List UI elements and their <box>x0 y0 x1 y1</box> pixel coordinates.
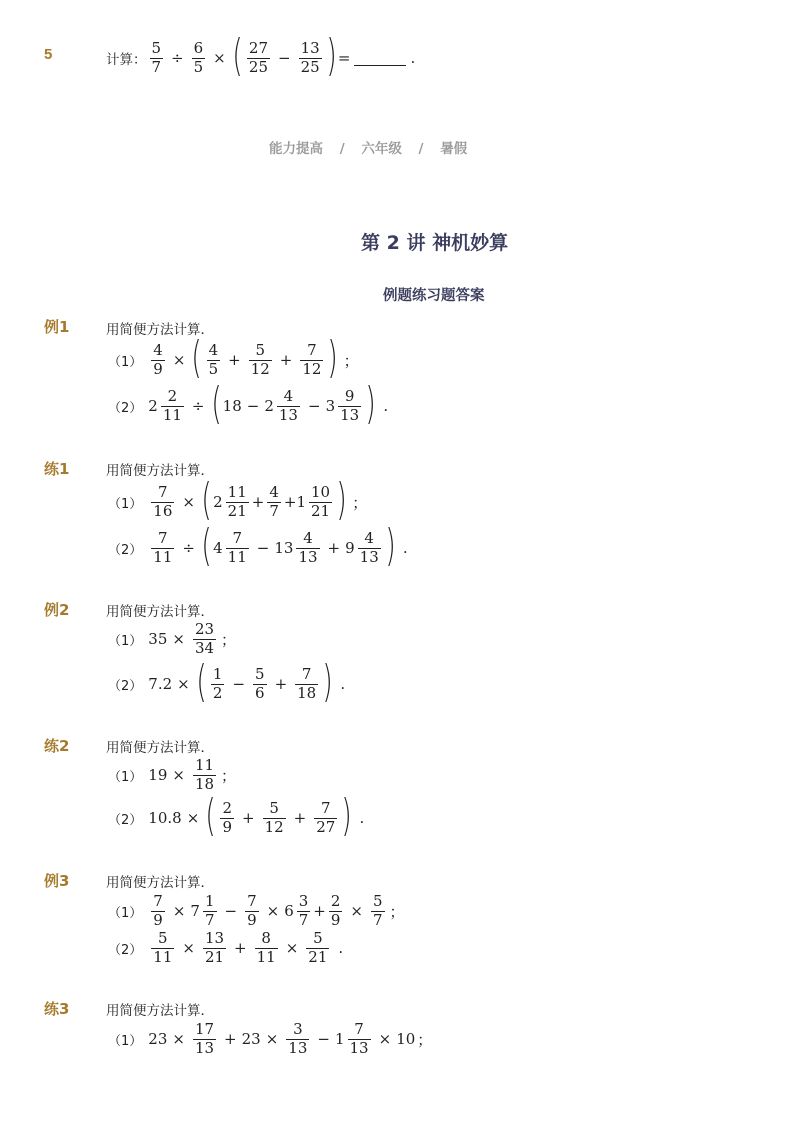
fraction: $\frac{5}{7}$ <box>151 38 162 76</box>
problem-instruction: 用简便方法计算． <box>106 740 214 756</box>
expression-lian1-1: （1） $\frac{7}{16}$ × ( 2 $\frac{11}{21}$ + $\frac{4}{7}$ +1 $\frac{10}{21}$ ) ； <box>108 474 368 525</box>
problem-tag: 练1 <box>44 460 70 478</box>
expression-li2-2: （2） 7.2 × ( $\frac{1}{2}$ − $\frac{5}{6}$ + $\frac{7}{18}$ ) . <box>108 656 346 707</box>
problem-instruction: 用简便方法计算． <box>106 1003 214 1019</box>
expression-li1-1: （1） $\frac{4}{9}$ × ( $\frac{4}{5}$ + $\frac{5}{12}$ + $\frac{7}{12}$ ) ； <box>108 332 359 383</box>
expression-li3-2: （2） $\frac{5}{11}$ × $\frac{13}{21}$ + $\frac{8}{11}$ × $\frac{5}{21}$ . <box>108 929 344 966</box>
expression-li2-1: （1） 35 × $\frac{23}{34}$ ； <box>108 620 237 657</box>
expression-lian3-1: （1） 23 × $\frac{17}{13}$ + 23 × $\frac{3}{13}$ − 1 $\frac{7}{13}$ × 10 ； <box>108 1020 433 1057</box>
problem-tag: 练2 <box>44 737 70 755</box>
problem-tag: 例2 <box>44 601 70 619</box>
breadcrumb: 能力提高 / 六年级 / 暑假 <box>269 141 468 157</box>
expression-lian2-2: （2） 10.8 × ( $\frac{2}{9}$ + $\frac{5}{12}$ + $\frac{7}{27}$ ) . <box>108 790 365 841</box>
fraction: $\frac{13}{25}$ <box>300 38 320 76</box>
lecture-title: 第 2 讲 神机妙算 <box>361 232 509 254</box>
problem-tag: 例3 <box>44 872 70 890</box>
question-number: 5 <box>44 46 53 63</box>
fraction: $\frac{6}{5}$ <box>193 38 204 76</box>
expression-lian2-1: （1） 19 × $\frac{11}{18}$ ； <box>108 756 237 793</box>
section-title: 例题练习题答案 <box>383 288 485 304</box>
question-5-lead: 计算： <box>106 52 147 68</box>
expression-li3-1: （1） $\frac{7}{9}$ × 7 $\frac{1}{7}$ − $\frac{7}{9}$ × 6 $\frac{3}{7}$ + $\frac{2}{9}$ × $\frac{5}{7}$ ； <box>108 892 405 929</box>
problem-tag: 练3 <box>44 1000 70 1018</box>
question-5-expression: 计算： $\frac{5}{7}$ ÷ $\frac{6}{5}$ × ( $\frac{27}{25}$ − $\frac{13}{25}$ ) = . <box>106 30 416 81</box>
problem-instruction: 用简便方法计算． <box>106 875 214 891</box>
expression-lian1-2: （2） $\frac{7}{11}$ ÷ ( 4 $\frac{7}{11}$ − 13 $\frac{4}{13}$ + 9 $\frac{4}{13}$ ) . <box>108 520 408 571</box>
problem-tag: 例1 <box>44 318 70 336</box>
problem-instruction: 用简便方法计算． <box>106 322 214 338</box>
problem-instruction: 用简便方法计算． <box>106 463 214 479</box>
expression-li1-2: （2） 2 $\frac{2}{11}$ ÷ ( 18 − 2 $\frac{4}{13}$ − 3 $\frac{9}{13}$ ) . <box>108 378 389 429</box>
answer-blank <box>354 51 406 66</box>
fraction: $\frac{27}{25}$ <box>248 38 269 76</box>
problem-instruction: 用简便方法计算． <box>106 604 214 620</box>
